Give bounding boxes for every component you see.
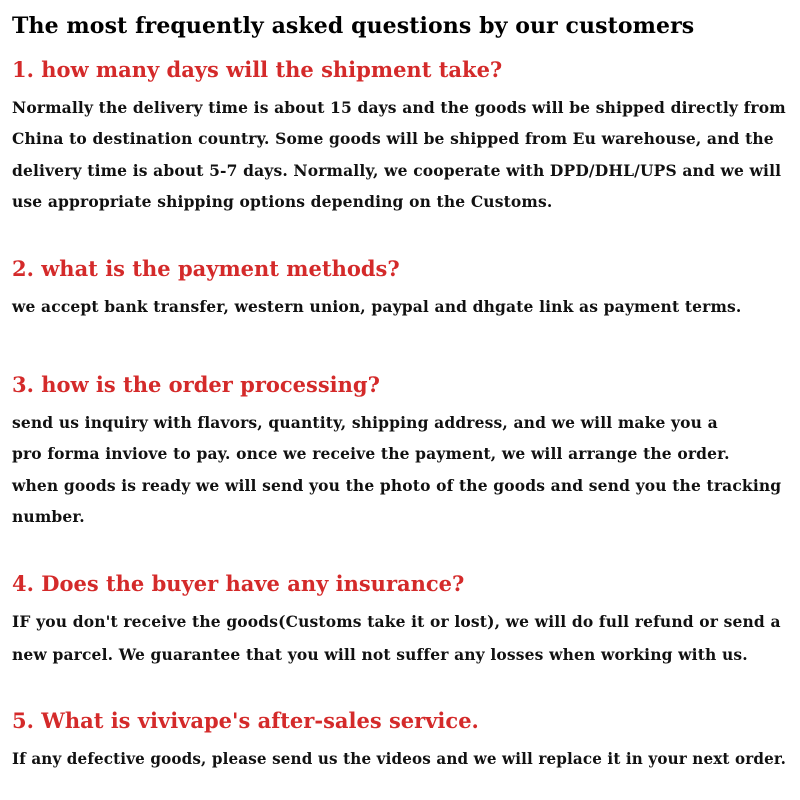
faq-answer-3-line-4: number. xyxy=(12,507,85,526)
faq-answer-3-line-1: send us inquiry with flavors, quantity, shipping address, and we will make you a xyxy=(12,413,718,432)
faq-question-3: 3. how is the order processing? xyxy=(12,372,380,397)
faq-answer-1-line-3: delivery time is about 5-7 days. Normally, we cooperate with DPD/DHL/UPS and we will xyxy=(12,161,782,180)
faq-question-1: 1. how many days will the shipment take? xyxy=(12,57,503,82)
faq-answer-1-line-1: Normally the delivery time is about 15 days and the goods will be shipped directly from xyxy=(12,98,786,117)
faq-answer-2-line-1: we accept bank transfer, western union, paypal and dhgate link as payment terms. xyxy=(12,297,742,316)
faq-answer-4-line-2: new parcel. We guarantee that you will not suffer any losses when working with us. xyxy=(12,645,748,664)
faq-answer-4-line-1: IF you don't receive the goods(Customs take it or lost), we will do full refund or send a xyxy=(12,612,781,631)
faq-answer-1-line-2: China to destination country. Some goods will be shipped from Eu warehouse, and the xyxy=(12,129,774,148)
faq-answer-3-line-3: when goods is ready we will send you the photo of the goods and send you the tracking xyxy=(12,476,782,495)
faq-answer-1-line-4: use appropriate shipping options depending on the Customs. xyxy=(12,192,553,211)
faq-question-2: 2. what is the payment methods? xyxy=(12,256,400,281)
faq-answer-3-line-2: pro forma inviove to pay. once we receive the payment, we will arrange the order. xyxy=(12,444,730,463)
page-title: The most frequently asked questions by our customers xyxy=(12,13,695,39)
faq-question-4: 4. Does the buyer have any insurance? xyxy=(12,571,465,596)
faq-answer-5-line-1: If any defective goods, please send us the videos and we will replace it in your next order. xyxy=(12,749,787,768)
faq-question-5: 5. What is vivivape's after-sales service. xyxy=(12,708,479,733)
